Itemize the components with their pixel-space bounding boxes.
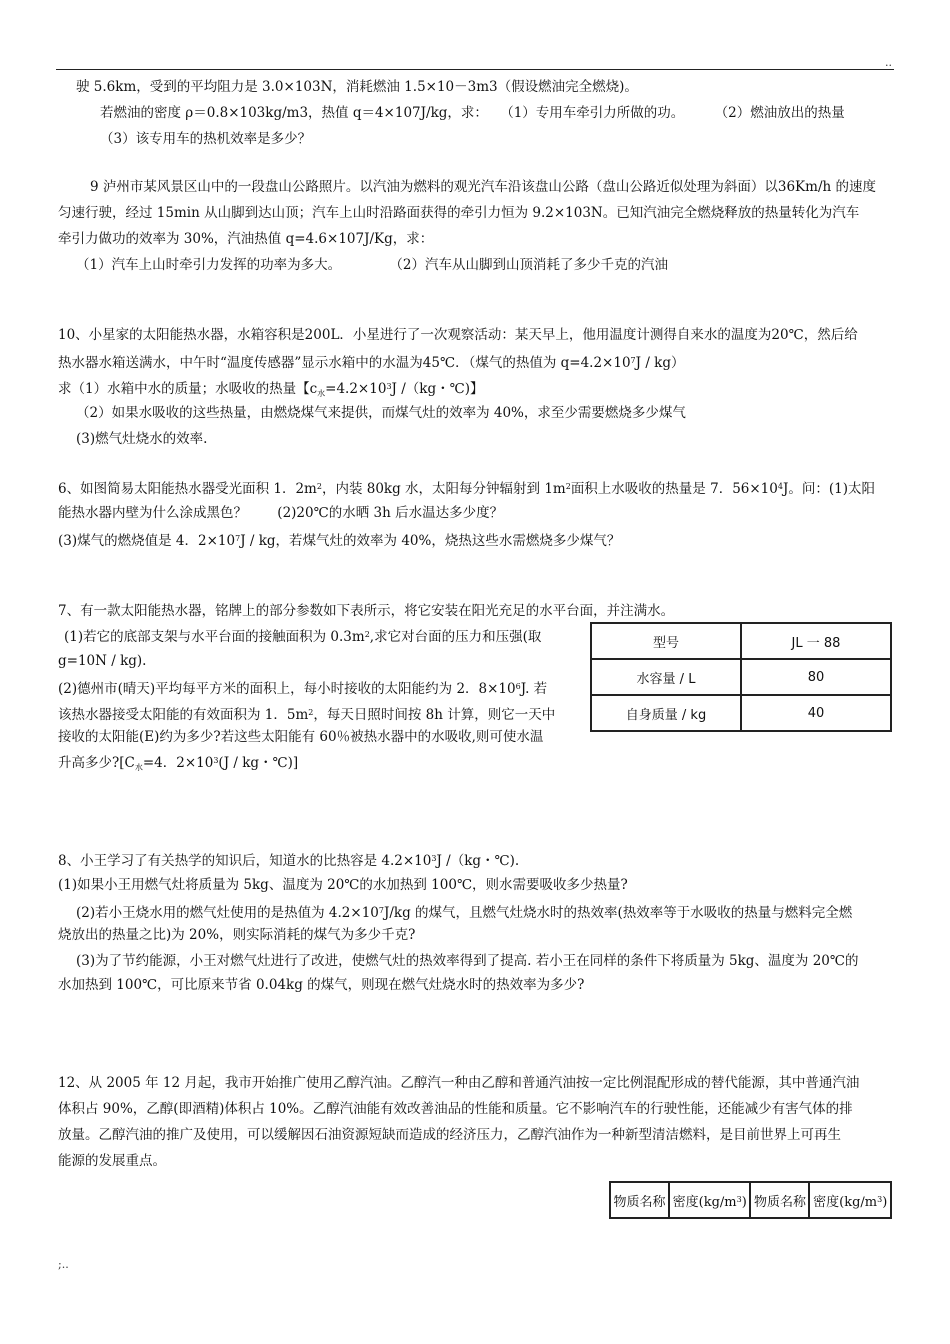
q8-line-3-tail: J/kg 的煤气，且燃气灶烧水时的热效率(热效率等于水吸收的热量与燃料完全燃 [383, 905, 853, 921]
q12-line-4: 能源的发展重点。 [58, 1153, 166, 1169]
q7-line-6 [58, 748, 298, 781]
q10-line-3-text: 求（1）水箱中水的质量；水吸收的热量【c [58, 381, 318, 397]
material-name-header: 物质名称 [610, 1182, 669, 1218]
spec-row [591, 695, 891, 731]
q10-line-2-text: 热水器水箱送满水，中午时“温度传感器”显示水箱中的水温为45℃．（煤气的热值为 q=4.2×10 [58, 355, 631, 371]
q9-line-1: 9 泸州市某风景区山中的一段盘山公路照片。以汽油为燃料的观光汽车沿该盘山公路（盘山公路近似处理为斜面）以36Km/h 的速度 [90, 179, 876, 195]
q-cont-part-2: （2）燃油放出的热量 [714, 105, 845, 121]
density-header [669, 1182, 751, 1218]
q7-line-3-text: (2)德州市(晴天)平均每平方米的面积上，每小时接收的太阳能约为 2．8×10 [58, 681, 516, 697]
q10-line-3-sub: 水 [317, 389, 326, 398]
q8-line-1-tail: J /（kg・℃). [436, 853, 520, 869]
q6-line-1-mid-2: 面积上水吸收的热量是 7．56×10 [570, 481, 778, 497]
q10-line-2-tail: J / kg） [635, 355, 685, 371]
q6-line-1-sup-2: 2 [565, 482, 571, 491]
q7-line-4-sup: 2 [308, 708, 314, 717]
q-cont-line-2 [100, 100, 845, 126]
q9-line-2: 匀速行驶，经过 15min 从山脚到达山顶；汽车上山时沿路面获得的牵引力恒为 9.2×103N。已知汽油完全燃烧释放的热量转化为汽车 [58, 205, 860, 221]
q6-line-1-mid: ，内装 80kg 水，太阳每分钟辐射到 1m [321, 481, 566, 497]
q6-line-1-sup: 2 [316, 482, 322, 491]
density-header-sup: 3 [736, 1194, 742, 1204]
q-cont-density: 若燃油的密度 ρ＝0.8×103kg/m3，热值 q＝4×107J/kg，求： [100, 105, 488, 121]
q7-line-1-text: (1)若它的底部支架与水平台面的接触面积为 0.3m [64, 629, 365, 645]
q10-line-5: (3)燃气灶烧水的效率. [76, 431, 208, 447]
q8-line-5: (3)为了节约能源，小王对燃气灶进行了改进，使燃气灶的热效率得到了提高. 若小王在同样的条件下将质量为 5kg、温度为 20℃的 [76, 953, 859, 969]
density-header [809, 1182, 891, 1218]
q12-line-1: 12、从 2005 年 12 月起，我市开始推广使用乙醇汽油。乙醇汽一种由乙醇和普通汽油按一定比例混配形成的替代能源，其中普通汽油 [58, 1075, 860, 1091]
footer-mark: ;.. [58, 1258, 69, 1271]
spec-row [591, 623, 891, 659]
density-header-sup: 3 [877, 1194, 883, 1204]
q7-line-4-tail: ，每天日照时间按 8h 计算，则它一天中 [313, 707, 556, 723]
material-header-row [610, 1182, 891, 1218]
q8-line-2: (1)如果小王用燃气灶将质量为 5kg、温度为 20℃的水加热到 100℃，则水需要吸收多少热量? [58, 877, 628, 893]
spec-value: JL 一 88 [741, 623, 891, 659]
q6-line-1-tail: J。问：(1)太阳 [782, 481, 876, 497]
q12-line-3: 放量。乙醇汽油的推广及使用，可以缓解因石油资源短缺而造成的经济压力，乙醇汽油作为一种新型清洁燃料，是目前世界上可再生 [58, 1127, 841, 1143]
density-header-text: 密度(kg/m [813, 1194, 878, 1210]
q7-line-6-text: 升高多少?[C [58, 755, 135, 771]
q10-line-4: （2）如果水吸收的这些热量，由燃烧煤气来提供，而煤气灶的效率为 40%，求至少需要燃烧多少煤气 [76, 405, 686, 421]
q7-line-3-tail: J. 若 [520, 681, 548, 697]
q7-line-1-sup: 2 [364, 630, 370, 639]
q6-line-1-sup-3: 4 [777, 482, 783, 491]
header-mark: .. [885, 56, 892, 69]
q6-line-3 [58, 526, 620, 554]
spec-key: 水容量 / L [591, 659, 741, 695]
spec-value: 40 [741, 695, 891, 731]
q-cont-line-3: （3）该专用车的热机效率是多少？ [100, 131, 312, 147]
q10-line-2-sup: 7 [630, 356, 636, 365]
q7-line-5: 接收的太阳能(E)约为多少?若这些太阳能有 60％被热水器中的水吸收,则可使水温 [58, 729, 544, 745]
q8-line-4: 烧放出的热量之比)为 20%，则实际消耗的煤气为多少千克? [58, 927, 416, 943]
density-header-close: ) [741, 1194, 747, 1210]
material-name-header: 物质名称 [750, 1182, 809, 1218]
q6-line-1 [58, 474, 875, 502]
q9-part-1: （1）汽车上山时牵引力发挥的功率为多大。 [76, 257, 342, 273]
spec-table [590, 622, 892, 732]
q7-line-6-tail: (J / kg・℃)] [218, 755, 299, 771]
q10-line-3-mid: =4.2×10 [325, 381, 387, 397]
q7-line-1-tail: ,求它对台面的压力和压强(取 [369, 629, 542, 645]
q7-line-6-sup: 3 [213, 756, 219, 765]
q10-line-1: 10、小星家的太阳能热水器，水箱容积是200L．小星进行了一次观察活动：某天早上，他用温度计测得自来水的温度为20℃，然后给 [58, 327, 858, 343]
q10-line-3-tail: J /（kg・℃)】 [391, 381, 484, 397]
q7-line-3-sup: 6 [515, 682, 521, 691]
q9-line-3: 牵引力做功的效率为 30%，汽油热值 q=4.6×107J/Kg，求： [58, 231, 434, 247]
q6-line-2 [58, 500, 503, 526]
q10-line-3-sup: 3 [386, 382, 392, 391]
spec-row [591, 659, 891, 695]
q8-line-6: 水加热到 100℃，可比原来节省 0.04kg 的煤气，则现在燃气灶烧水时的热效率为多少? [58, 977, 585, 993]
q7-line-3 [58, 674, 547, 702]
spec-key: 型号 [591, 623, 741, 659]
spec-key: 自身质量 / kg [591, 695, 741, 731]
q6-line-3-text: (3)煤气的燃烧值是 4．2×10 [58, 533, 236, 549]
q10-line-2 [58, 348, 685, 376]
q6-line-3-sup: 7 [235, 534, 241, 543]
q8-line-1-text: 8、小王学习了有关热学的知识后，知道水的比热容是 4.2×10 [58, 853, 432, 869]
q8-line-3-text: (2)若小王烧水用的燃气灶使用的是热值为 4.2×10 [76, 905, 379, 921]
header-rule [56, 69, 894, 70]
spec-value: 80 [741, 659, 891, 695]
q6-line-1-text: 6、如图简易太阳能热水器受光面积 1．2m [58, 481, 317, 497]
q8-line-1 [58, 846, 519, 874]
q7-line-6-mid: =4．2×10 [142, 755, 214, 771]
density-header-text: 密度(kg/m [672, 1194, 737, 1210]
q8-line-1-sup: 3 [431, 854, 437, 863]
q7-line-6-sub: 水 [134, 763, 143, 772]
q12-line-2: 体积占 90%，乙醇(即酒精)体积占 10%。乙醇汽油能有效改善油品的性能和质量。它不影响汽车的行驶性能，还能减少有害气体的排 [58, 1101, 853, 1117]
q9-line-4 [76, 252, 668, 278]
q7-line-1 [64, 622, 541, 650]
q7-line-2: g=10N / kg). [58, 653, 147, 669]
q6-part-2: (2)20℃的水晒 3h 后水温达多少度？ [277, 505, 504, 521]
q7-intro: 7、有一款太阳能热水器，铭牌上的部分参数如下表所示，将它安装在阳光充足的水平台面，并注满水。 [58, 603, 675, 619]
q8-line-3-sup: 7 [378, 906, 384, 915]
q-cont-part-1: （1）专用车牵引力所做的功。 [500, 105, 685, 121]
material-table [609, 1181, 892, 1219]
q7-line-4-text: 该热水器接受太阳能的有效面积为 1．5m [58, 707, 309, 723]
q6-part-1: 能热水器内壁为什么涂成黑色？ [58, 505, 247, 521]
q-cont-line-1: 驶 5.6km，受到的平均阻力是 3.0×103N，消耗燃油 1.5×10－3m3（假设燃油完全燃烧)。 [76, 79, 638, 95]
q9-part-2: （2）汽车从山脚到山顶消耗了多少千克的汽油 [389, 257, 668, 273]
q6-line-3-tail: J / kg，若煤气灶的效率为 40%，烧热这些水需燃烧多少煤气？ [240, 533, 621, 549]
density-header-close: ) [882, 1194, 888, 1210]
